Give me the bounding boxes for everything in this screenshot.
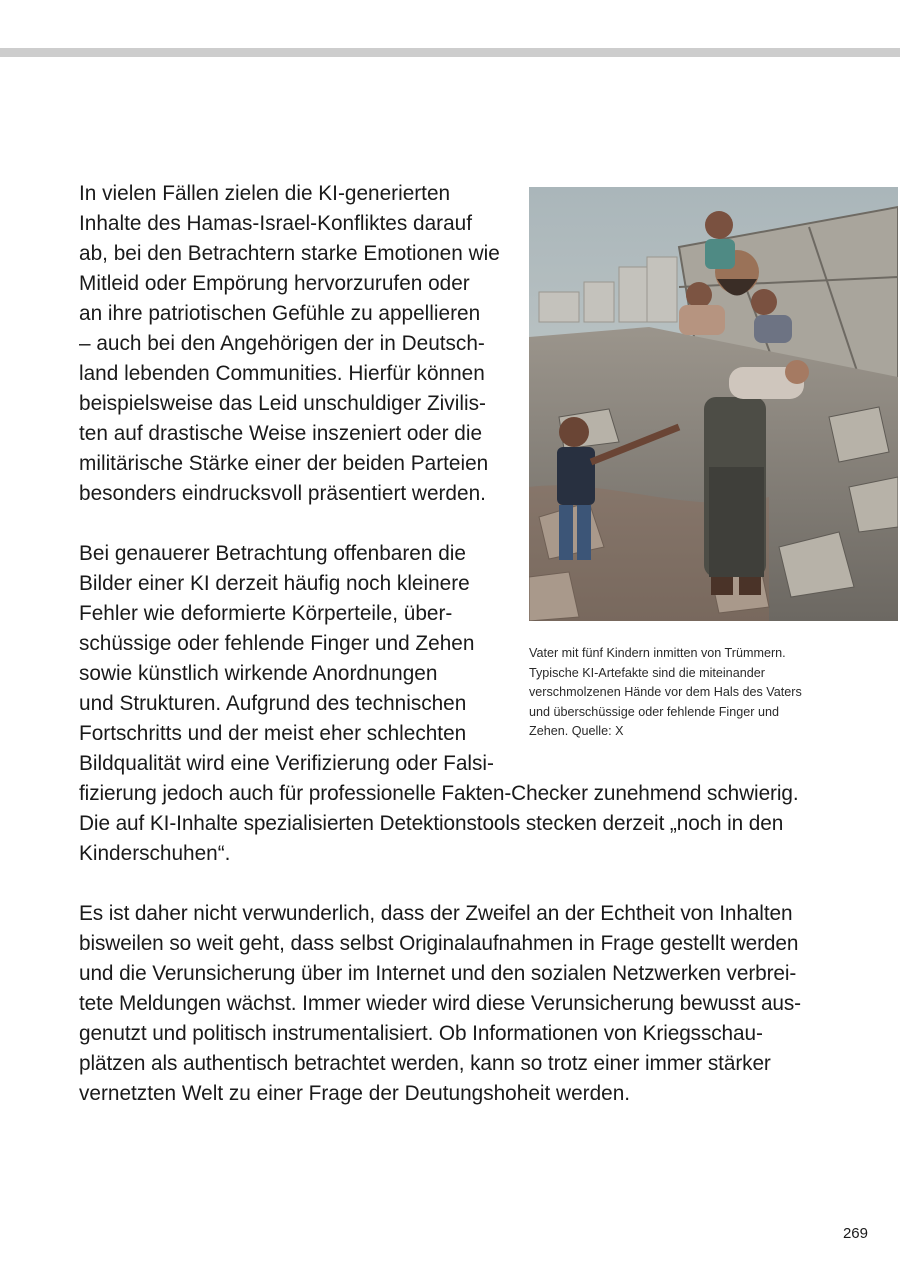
header-rule (0, 48, 900, 57)
figure-photo (529, 187, 898, 621)
text-line: Kinderschuhen“. (79, 842, 231, 865)
text-line: In vielen Fällen zielen die KI-generierten (79, 182, 451, 205)
text-line: besonders eindrucksvoll präsentiert werden. (79, 482, 486, 505)
text-line: vernetzten Welt zu einer Frage der Deutungshoheit werden. (79, 1082, 631, 1105)
text-line: fizierung jedoch auch für professionelle Fakten-Checker zunehmend schwierig. (79, 782, 799, 805)
caption-line: verschmolzenen Hände vor dem Hals des Vaters (529, 685, 802, 699)
text-line: ten auf drastische Weise inszeniert oder die (79, 422, 483, 445)
text-line: schüssige oder fehlende Finger und Zehen (79, 632, 475, 655)
caption-line: Vater mit fünf Kindern inmitten von Trümmern. (529, 646, 786, 660)
text-line: land lebenden Communities. Hierfür können (79, 362, 485, 385)
text-line: Bilder einer KI derzeit häufig noch kleinere (79, 572, 470, 595)
caption-line: Zehen. Quelle: X (529, 724, 624, 738)
text-line: Inhalte des Hamas-Israel-Konfliktes darauf (79, 212, 473, 235)
text-line: tete Meldungen wächst. Immer wieder wird diese Verunsicherung bewusst aus- (79, 992, 802, 1015)
text-line: ab, bei den Betrachtern starke Emotionen wie (79, 242, 500, 265)
text-line: bisweilen so weit geht, dass selbst Originalaufnahmen in Frage gestellt werden (79, 932, 799, 955)
text-line: und die Verunsicherung über im Internet und den sozialen Netzwerken verbrei- (79, 962, 797, 985)
text-line: Fortschritts und der meist eher schlechten (79, 722, 467, 745)
text-line: militärische Stärke einer der beiden Parteien (79, 452, 489, 475)
text-line: an ihre patriotischen Gefühle zu appellieren (79, 302, 481, 325)
text-line: und Strukturen. Aufgrund des technischen (79, 692, 467, 715)
text-line: Die auf KI-Inhalte spezialisierten Detektionstools stecken derzeit „noch in den (79, 812, 784, 835)
text-line: sowie künstlich wirkende Anordnungen (79, 662, 438, 685)
text-line: plätzen als authentisch betrachtet werden, kann so trotz einer immer stärker (79, 1052, 771, 1075)
text-line: genutzt und politisch instrumentalisiert. Ob Informationen von Kriegsschau- (79, 1022, 763, 1045)
text-line: beispielsweise das Leid unschuldiger Zivilis- (79, 392, 486, 415)
caption-line: und überschüssige oder fehlende Finger und (529, 704, 779, 719)
text-line: Mitleid oder Empörung hervorzurufen oder (79, 272, 470, 295)
text-line: Fehler wie deformierte Körperteile, über- (79, 602, 453, 625)
page-number: 269 (842, 1225, 868, 1242)
text-line: Es ist daher nicht verwunderlich, dass der Zweifel an der Echtheit von Inhalten (79, 902, 793, 925)
caption-line: Typische KI-Artefakte sind die miteinander (529, 665, 765, 680)
text-line: Bildqualität wird eine Verifizierung oder Falsi- (79, 752, 494, 775)
text-line: – auch bei den Angehörigen der in Deutsch- (79, 332, 485, 355)
text-line: Bei genauerer Betrachtung offenbaren die (79, 542, 466, 565)
